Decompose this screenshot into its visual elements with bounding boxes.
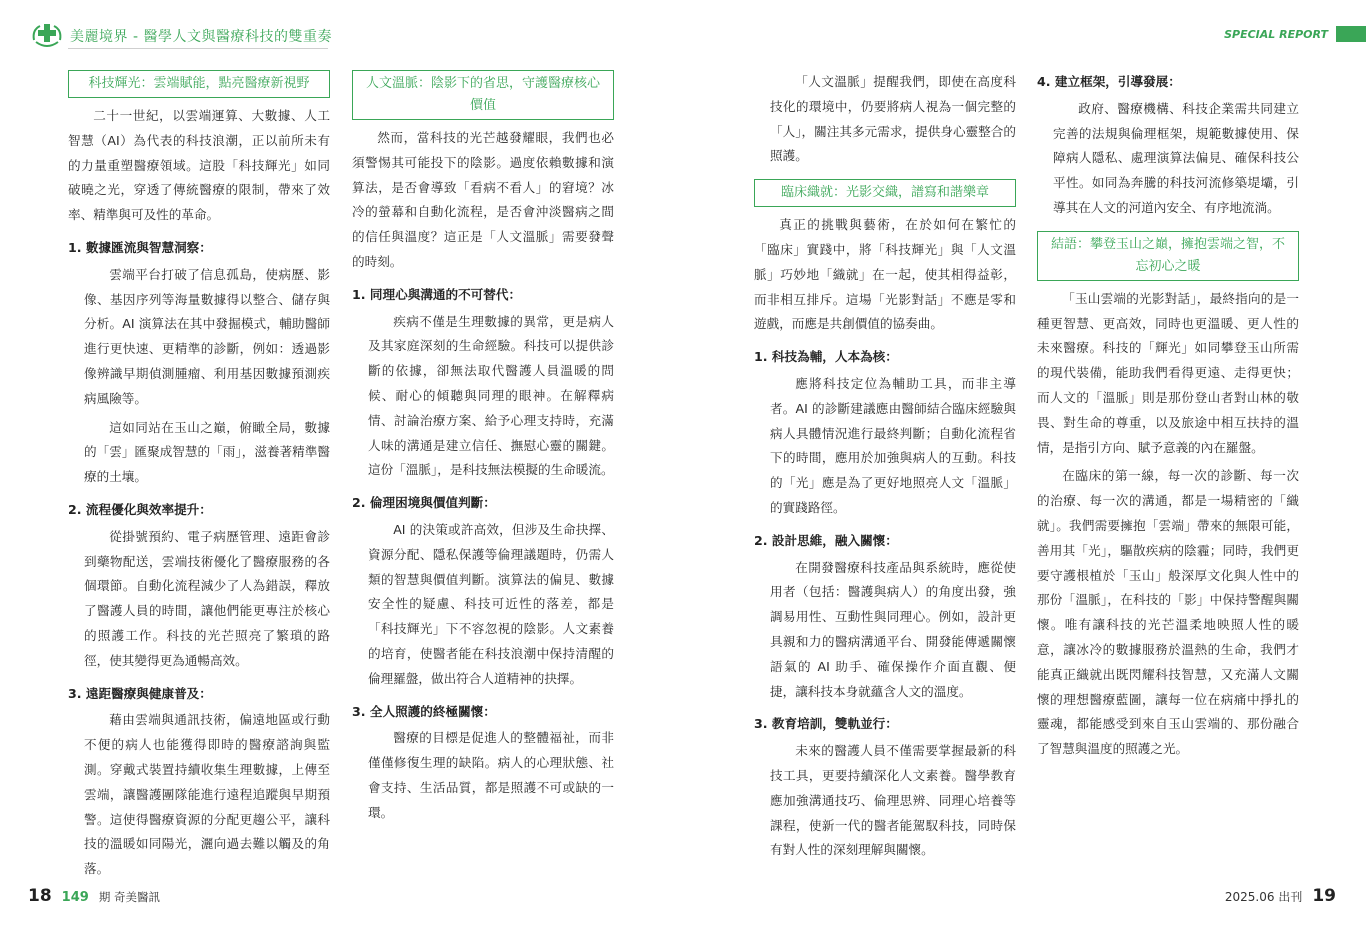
paragraph: 然而，當科技的光芒越發耀眼，我們也必須警惕其可能投下的陰影。過度依賴數據和演算法，是否會導致「看病不看人」的窘境？冰冷的螢幕和自動化流程，是否會沖淡醫病之間的信任與溫度？這正是「人文溫脈」需要發聲的時刻。 <box>352 130 614 269</box>
column-3 <box>754 70 1016 867</box>
issue-name: 期 奇美醫訊 <box>98 890 160 904</box>
paragraph: 二十一世紀，以雲端運算、大數據、人工智慧（AI）為代表的科技浪潮，正以前所未有的力量重塑醫療領域。這股「科技輝光」如同破曉之光，穿透了傳統醫療的限制，帶來了效率、精準與可及性的革命。 <box>68 108 330 223</box>
paragraph: 應將科技定位為輔助工具，而非主導者。AI 的診斷建議應由醫師結合臨床經驗與病人具體情況進行最終判斷；自動化流程省下的時間，應用於加強與病人的互動。科技的「光」應是為了更好地照亮人文「溫脈」的實踐路徑。 <box>770 375 1016 515</box>
subheading: 2. 倫理困境與價值判斷： <box>352 495 496 511</box>
page-header-right <box>1224 26 1366 42</box>
column-2 <box>352 70 614 830</box>
paragraph: 這如同站在玉山之巔，俯瞰全局，數據的「雲」匯聚成智慧的「雨」，滋養著精準醫療的土壤。 <box>84 419 330 485</box>
page-number-right: 19 <box>1312 886 1336 906</box>
subheading: 4. 建立框架，引導發展： <box>1037 74 1181 89</box>
section-heading-box: 結語：攀登玉山之巔，擁抱雲端之智，不忘初心之暖 <box>1037 231 1299 281</box>
footer-right <box>1225 886 1336 906</box>
header-title: 美麗境界 - 醫學人文與醫療科技的雙重奏 <box>70 29 332 45</box>
footer-left <box>28 886 160 906</box>
subheading: 2. 流程優化與效率提升： <box>68 501 212 517</box>
paragraph: AI 的決策或許高效，但涉及生命抉擇、資源分配、隱私保護等倫理議題時，仍需人類的智慧與價值判斷。演算法的偏見、數據安全性的疑慮、科技可近性的落差，都是「科技輝光」下不容忽視的陰影。人文素養的培育，使醫者能在科技浪潮中保持清醒的倫理羅盤，做出符合人道精神的抉擇。 <box>368 521 614 686</box>
page-number-left: 18 <box>28 886 52 906</box>
issue-number: 149 <box>61 890 89 905</box>
header-divider <box>68 48 328 49</box>
subheading: 3. 遠距醫療與健康普及： <box>68 685 212 701</box>
paragraph: 在開發醫療科技產品與系統時，應從使用者（包括：醫護與病人）的角度出發，強調易用性、互動性與同理心。例如，設計更具親和力的醫病溝通平台、開發能傳遞關懷語氣的 AI 助手、確保操作介面直觀、便捷，讓科技本身就蘊含人文的溫度。 <box>770 559 1016 699</box>
paragraph: 在臨床的第一線，每一次的診斷、每一次的治療、每一次的溝通，都是一場精密的「織就」。我們需要擁抱「雲端」帶來的無限可能，善用其「光」，驅散疾病的陰霾；同時，我們更要守護根植於「玉山」般深厚文化與人性中的那份「溫脈」，在科技的「影」中保持警醒與關懷。唯有讓科技的光芒溫柔地映照人性的暖意，讓冰冷的數據服務於溫熱的生命，我們才能真正織就出既閃耀科技智慧，又充滿人文關懷的理想醫療藍圖，讓每一位在病痛中掙扎的靈魂，都能感受到來自玉山雲端的、那份融合了智慧與溫度的照護之光。 <box>1037 468 1299 757</box>
paragraph: 雲端平台打破了信息孤島，使病歷、影像、基因序列等海量數據得以整合、儲存與分析。AI 演算法在其中發掘模式，輔助醫師進行更快速、更精準的診斷，例如：透過影像辨識早期偵測腫瘤、利用基因數據預測疾病風險等。 <box>84 266 330 406</box>
subheading: 1. 數據匯流與智慧洞察： <box>68 239 212 255</box>
subheading: 1. 科技為輔，人本為核： <box>754 349 898 365</box>
paragraph: 從掛號預約、電子病歷管理、遠距會診到藥物配送，雲端技術優化了醫療服務的各個環節。自動化流程減少了人為錯誤，釋放了醫護人員的時間，讓他們能更專注於核心的照護工作。科技的光芒照亮了繁瑣的路徑，使其變得更為通暢高效。 <box>84 528 330 668</box>
section-heading-box: 人文溫脈：陰影下的省思，守護醫療核心價值 <box>352 70 614 120</box>
paragraph: 疾病不僅是生理數據的異常，更是病人及其家庭深刻的生命經驗。科技可以提供診斷的依據，卻無法取代醫護人員溫暖的問候、耐心的傾聽與同理的眼神。在解釋病情、討論治療方案、給予心理支持時，充滿人味的溝通是建立信任、撫慰心靈的關鍵。這份「溫脈」，是科技無法模擬的生命暖流。 <box>368 313 614 478</box>
paragraph: 「人文溫脈」提醒我們，即使在高度科技化的環境中，仍要將病人視為一個完整的「人」，關注其多元需求，提供身心靈整合的照護。 <box>770 74 1016 164</box>
paragraph: 藉由雲端與通訊技術，偏遠地區或行動不便的病人也能獲得即時的醫療諮詢與監測。穿戴式裝置持續收集生理數據，上傳至雲端，讓醫護團隊能進行遠程追蹤與早期預警。這使得醫療資源的分配更趨公平，讓科技的溫暖如同陽光，灑向過去難以觸及的角落。 <box>84 712 330 877</box>
paragraph: 醫療的目標是促進人的整體福祉，而非僅僅修復生理的缺陷。病人的心理狀態、社會支持、生活品質，都是照護不可或缺的一環。 <box>368 730 614 820</box>
chimei-logo-icon <box>30 20 64 52</box>
paragraph: 真正的挑戰與藝術，在於如何在繁忙的「臨床」實踐中，將「科技輝光」與「人文溫脈」巧妙地「織就」在一起，使其相得益彰，而非相互排斥。這場「光影對話」不應是零和遊戲，而應是共創價值的協奏曲。 <box>754 217 1016 332</box>
accent-bar <box>1336 26 1366 42</box>
subheading: 3. 全人照護的終極關懷： <box>352 703 496 719</box>
paragraph: 「玉山雲端的光影對話」，最終指向的是一種更智慧、更高效，同時也更溫暖、更人性的未來醫療。科技的「輝光」如同攀登玉山所需的現代裝備，能助我們看得更遠、走得更快；而人文的「溫脈」則是那份登山者對山林的敬畏、對生命的尊重，以及旅途中相互扶持的溫情，是指引方向、賦予意義的內在羅盤。 <box>1037 290 1299 455</box>
section-heading-box: 臨床織就：光影交織，譜寫和諧樂章 <box>754 179 1016 207</box>
special-report-label: SPECIAL REPORT <box>1224 27 1328 41</box>
column-4 <box>1037 70 1299 766</box>
section-heading-box: 科技輝光：雲端賦能，點亮醫療新視野 <box>68 70 330 98</box>
publish-date: 2025.06 出刊 <box>1224 890 1303 904</box>
subheading: 3. 教育培訓，雙軌並行： <box>754 716 898 732</box>
subheading: 2. 設計思維，融入關懷： <box>754 532 898 548</box>
paragraph: 政府、醫療機構、科技企業需共同建立完善的法規與倫理框架，規範數據使用、保障病人隱私、處理演算法偏見、確保科技公平性。如同為奔騰的科技河流修築堤壩，引導其在人文的河道內安全、有序地流淌。 <box>1053 100 1299 215</box>
column-1 <box>68 70 330 886</box>
paragraph: 未來的醫護人員不僅需要掌握最新的科技工具，更要持續深化人文素養。醫學教育應加強溝通技巧、倫理思辨、同理心培養等課程，使新一代的醫者能駕馭科技，同時保有對人性的深刻理解與關懷。 <box>770 743 1016 858</box>
subheading: 1. 同理心與溝通的不可替代： <box>352 286 522 302</box>
